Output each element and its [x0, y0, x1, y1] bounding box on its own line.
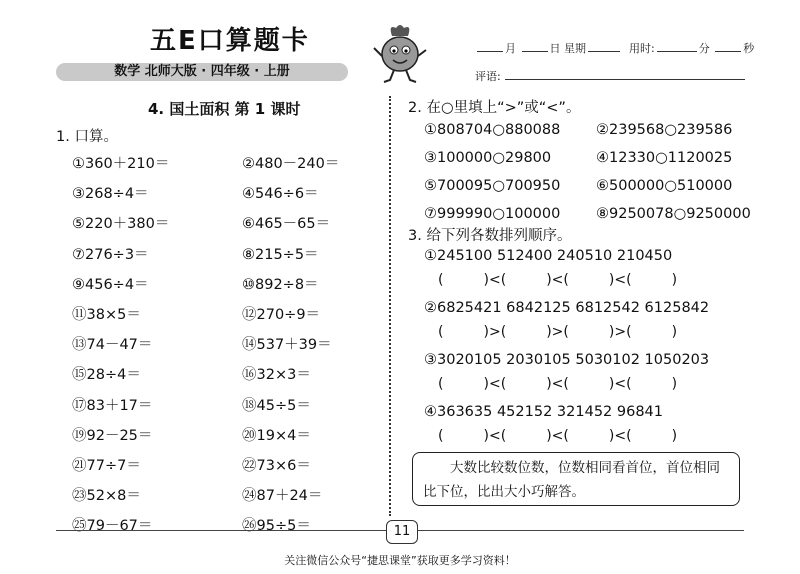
calc-item: ⑪38×5＝ [72, 306, 141, 323]
calc-item: ⑭537＋39＝ [242, 337, 332, 354]
compare-item: ①808704○880088 [424, 122, 561, 138]
compare-item: ⑦999990○100000 [424, 206, 561, 222]
section2-left-column [424, 122, 560, 234]
calc-item: ⑮28÷4＝ [72, 367, 141, 384]
compare-item: ③100000○29800 [424, 150, 552, 166]
order-numbers: ②6825421 6842125 6812542 6125842 [424, 300, 710, 316]
order-blanks[interactable]: ( )<( )<( )<( ) [438, 376, 678, 392]
review-line: 评语: [475, 68, 745, 84]
compare-item: ⑤700095○700950 [424, 178, 561, 194]
compare-item: ⑥500000○510000 [596, 178, 733, 194]
calc-item: ⑳19×4＝ [242, 427, 311, 444]
calc-item: ㉑77÷7＝ [72, 457, 141, 474]
calc-item: ⑩892÷8＝ [242, 276, 319, 293]
calc-item: ⑯32×3＝ [242, 367, 311, 384]
calc-item: ⑱45÷5＝ [242, 397, 311, 414]
calc-item: ④546÷6＝ [242, 186, 319, 203]
lesson-title: 4. 国土面积 第 1 课时 [148, 100, 301, 118]
calc-item: ⑫270÷9＝ [242, 306, 321, 323]
compare-item: ②239568○239586 [596, 122, 733, 138]
calc-item: ⑤220＋380＝ [72, 216, 170, 233]
calc-item: ③268÷4＝ [72, 186, 149, 203]
date-line: 月 日 星期 用时: 分 秒 [475, 40, 754, 56]
calc-item: ⑦276÷3＝ [72, 246, 149, 263]
radish-mascot-icon [370, 22, 430, 84]
calc-item: ㉓52×8＝ [72, 488, 141, 505]
calc-item: ⑬74－47＝ [72, 337, 153, 354]
order-blanks[interactable]: ( )<( )<( )<( ) [438, 428, 678, 444]
tip-box: 大数比较数位数，位数相同看首位，首位相同比下位，比出大小巧解答。 [412, 452, 740, 506]
calc-item: ㉔87＋24＝ [242, 488, 323, 505]
section2-right-column [596, 122, 751, 234]
calc-item: ⑥465－65＝ [242, 216, 331, 233]
order-blanks[interactable]: ( )>( )>( )>( ) [438, 324, 678, 340]
section1-title: 1. 口算。 [56, 129, 118, 145]
order-blanks[interactable]: ( )<( )<( )<( ) [438, 272, 678, 288]
page-number: 11 [386, 520, 418, 544]
section2-title: 2. 在○里填上“>”或“<”。 [408, 100, 581, 116]
calc-item: ⑨456÷4＝ [72, 276, 149, 293]
compare-item: ⑧9250078○9250000 [596, 206, 751, 222]
calc-item: ②480－240＝ [242, 156, 340, 172]
calc-item: ⑲92－25＝ [72, 427, 153, 444]
footer-note: 关注微信公众号“捷思课堂”获取更多学习资料！ [284, 554, 516, 567]
calc-item: ㉖95÷5＝ [242, 518, 311, 535]
order-numbers: ③3020105 2030105 5030102 1050203 [424, 352, 710, 368]
order-numbers: ④363635 452152 321452 96841 [424, 404, 664, 420]
brand-title: 五E口算题卡 [150, 26, 310, 56]
subtitle-bar: 数学 北师大版 · 四年级 · 上册 [56, 63, 348, 81]
section3-title: 3. 给下列各数排列顺序。 [408, 228, 572, 244]
calc-item: ①360＋210＝ [72, 156, 170, 172]
calc-item: ㉒73×6＝ [242, 457, 311, 474]
section1-left-column [72, 152, 169, 544]
calc-item: ⑰83＋17＝ [72, 397, 153, 414]
compare-item: ④12330○1120025 [596, 150, 733, 166]
order-numbers: ①245100 512400 240510 210450 [424, 248, 673, 264]
section3-list [424, 248, 709, 456]
calc-item: ㉕79－67＝ [72, 518, 153, 535]
calc-item: ⑧215÷5＝ [242, 246, 319, 263]
column-divider [389, 96, 391, 516]
section1-right-column [242, 152, 339, 544]
